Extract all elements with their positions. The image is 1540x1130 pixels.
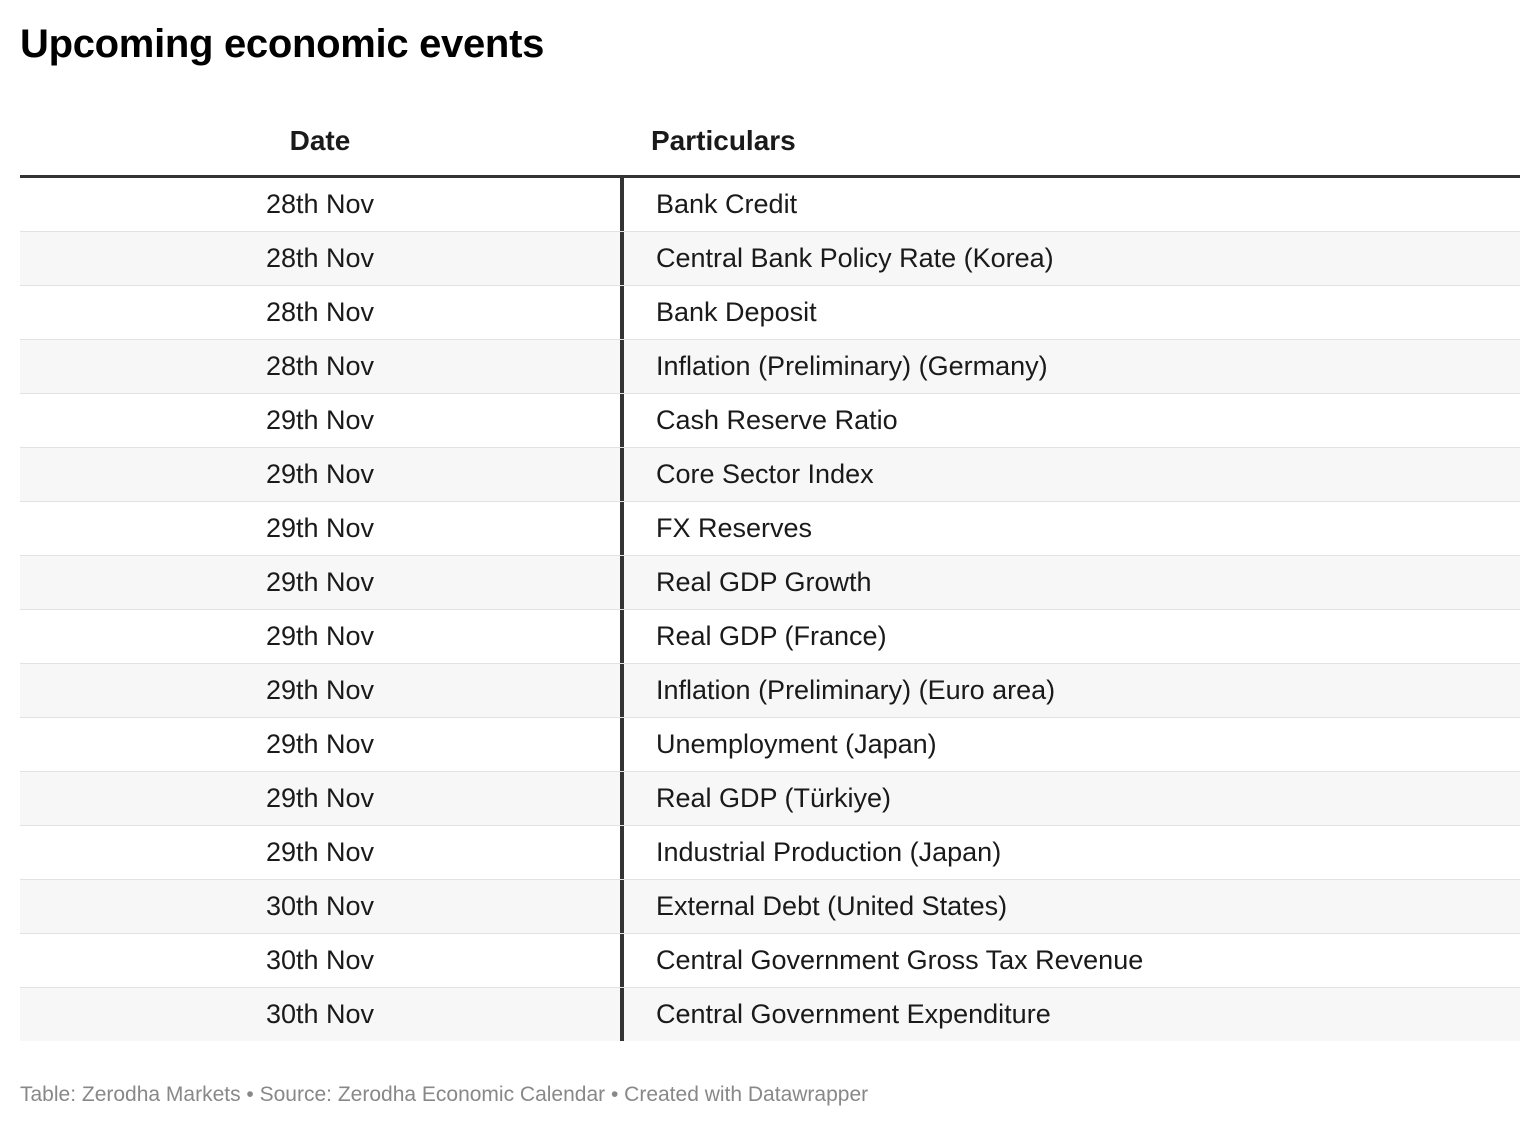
table-row	[20, 718, 1520, 772]
date-cell: 29th Nov	[265, 513, 375, 543]
date-cell: 28th Nov	[265, 351, 375, 381]
particulars-cell: Central Government Expenditure	[620, 988, 1520, 1041]
table-row	[20, 664, 1520, 718]
table-row	[20, 286, 1520, 340]
date-cell: 29th Nov	[265, 459, 375, 489]
table-row	[20, 232, 1520, 286]
table-row	[20, 556, 1520, 610]
table-row	[20, 448, 1520, 502]
date-cell: 29th Nov	[265, 783, 375, 813]
table-row	[20, 394, 1520, 448]
particulars-cell: Bank Deposit	[620, 286, 1520, 339]
table-header-row	[20, 110, 1520, 178]
table-row	[20, 988, 1520, 1041]
table-body	[20, 178, 1520, 1041]
table-row	[20, 178, 1520, 232]
particulars-cell: Central Bank Policy Rate (Korea)	[620, 232, 1520, 285]
date-cell: 28th Nov	[265, 243, 375, 273]
particulars-cell: FX Reserves	[620, 502, 1520, 555]
date-cell: 30th Nov	[265, 999, 375, 1029]
date-cell: 28th Nov	[265, 189, 375, 219]
particulars-cell: Inflation (Preliminary) (Germany)	[620, 340, 1520, 393]
date-cell: 29th Nov	[265, 675, 375, 705]
table-row	[20, 340, 1520, 394]
particulars-cell: Inflation (Preliminary) (Euro area)	[620, 664, 1520, 717]
particulars-cell: Central Government Gross Tax Revenue	[620, 934, 1520, 987]
table-row	[20, 880, 1520, 934]
chart-footer: Table: Zerodha Markets • Source: Zerodha Economic Calendar • Created with Datawrapper	[20, 1083, 869, 1106]
particulars-cell: External Debt (United States)	[620, 880, 1520, 933]
particulars-cell: Industrial Production (Japan)	[620, 826, 1520, 879]
date-cell: 30th Nov	[265, 945, 375, 975]
date-cell: 29th Nov	[265, 729, 375, 759]
date-cell: 29th Nov	[265, 405, 375, 435]
table-row	[20, 826, 1520, 880]
particulars-cell: Real GDP (Türkiye)	[620, 772, 1520, 825]
particulars-cell: Cash Reserve Ratio	[620, 394, 1520, 447]
particulars-cell: Real GDP Growth	[620, 556, 1520, 609]
particulars-cell: Core Sector Index	[620, 448, 1520, 501]
column-header-date[interactable]: Date	[289, 124, 351, 156]
table-row	[20, 934, 1520, 988]
particulars-cell: Unemployment (Japan)	[620, 718, 1520, 771]
table-row	[20, 610, 1520, 664]
date-cell: 30th Nov	[265, 891, 375, 921]
column-header-particulars[interactable]: Particulars	[651, 124, 796, 156]
events-table	[20, 110, 1520, 1041]
date-cell: 29th Nov	[265, 621, 375, 651]
table-row	[20, 502, 1520, 556]
date-cell: 28th Nov	[265, 297, 375, 327]
chart-title: Upcoming economic events	[20, 22, 545, 66]
particulars-cell: Real GDP (France)	[620, 610, 1520, 663]
date-cell: 29th Nov	[265, 567, 375, 597]
date-cell: 29th Nov	[265, 837, 375, 867]
particulars-cell: Bank Credit	[620, 178, 1520, 231]
table-row	[20, 772, 1520, 826]
